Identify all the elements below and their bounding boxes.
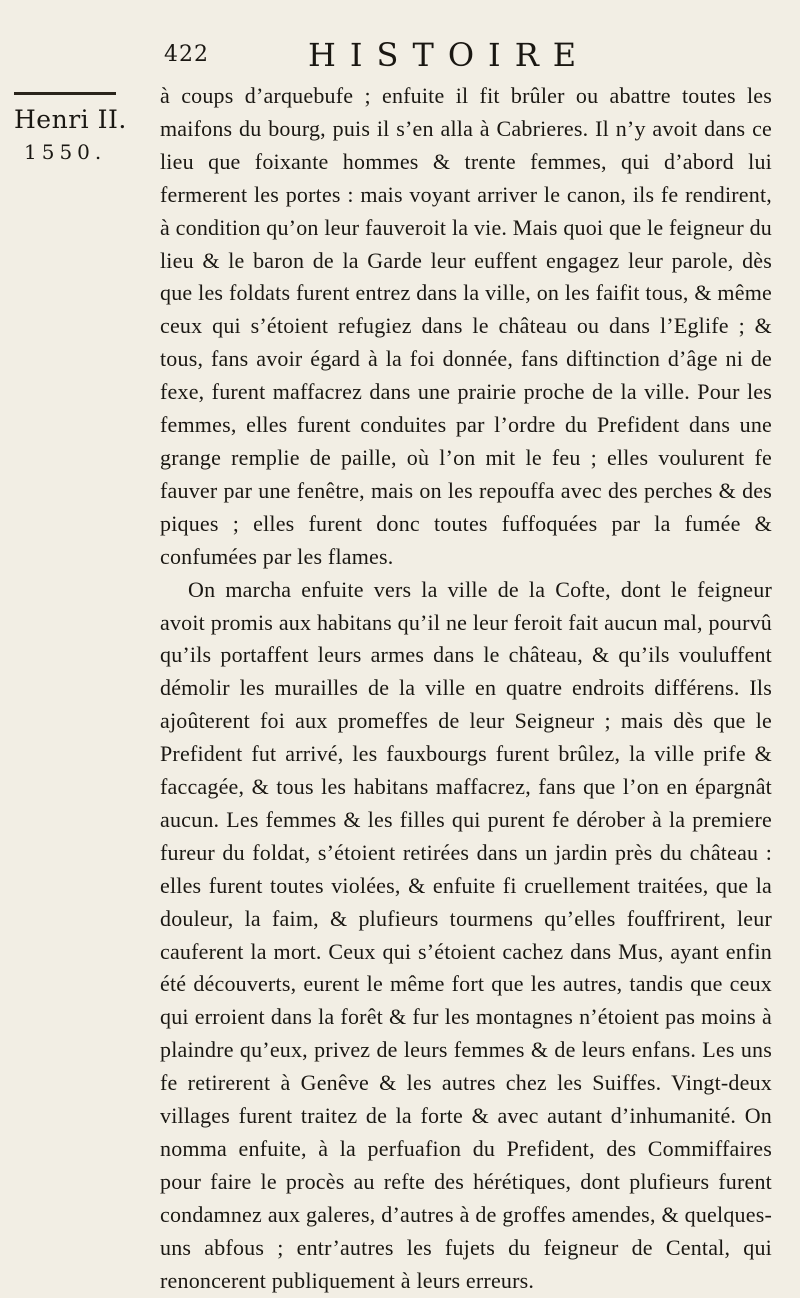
margin-note-name: Henri II. (14, 105, 127, 134)
paragraph-2: On marcha enfuite vers la ville de la Cofte, dont le feigneur avoit promis aux habitans qu’il ne leur feroit fait aucun mal, pourvû qu’ils portaffent leurs armes dans le château, & qu’ils vouluffent démolir les murailles de la ville en quatre endroits différens. Ils ajoûterent foi aux promeffes de leur Seigneur ; mais dès que le Prefident fut arrivé, les fauxbourgs furent brûlez, la ville prife & faccagée, & tous les habitans maffacrez, fans que l’on en épargnât aucun. Les femmes & les filles qui purent fe dérober à la premiere fureur du foldat, s’étoient retirées dans un jardin près du château : elles furent toutes violées, & enfuite fi cruellement traitées, que la douleur, la faim, & plufieurs tourmens qu’elles fouffrirent, leur cauferent la mort. Ceux qui s’étoient cachez dans Mus, ayant enfin été découverts, eurent le même fort que les autres, tandis que ceux qui erroient dans la forêt & fur les montagnes n’étoient pas moins à plaindre qu’eux, privez de leurs femmes & de leurs enfans. Les uns fe retirerent à Genêve & les autres chez les Suiffes. Vingt-deux villages furent traitez de la forte & avec autant d’inhumanité. On nomma enfuite, à la perfuafion du Prefident, des Commiffaires pour faire le procès au refte des hérétiques, dont plufieurs furent condamnez aux galeres, d’autres à de groffes amendes, & quelques-uns abfous ; entr’autres les fujets du feigneur de Cental, qui renoncerent publiquement à leurs erreurs. (160, 576, 772, 1293)
body-text (160, 80, 772, 1298)
running-head: HISTOIRE (308, 36, 591, 74)
paragraph-1: à coups d’arquebufe ; enfuite il fit brûler ou abattre toutes les maifons du bourg, puis il s’en alla à Cabrieres. Il n’y avoit dans ce lieu que foixante hommes & trente femmes, qui d’abord lui fermerent les portes : mais voyant arriver le canon, ils fe rendirent, à condition qu’on leur fauveroit la vie. Mais quoi que le feigneur du lieu & le baron de la Garde leur euffent engagez leur parole, dès que les foldats furent entrez dans la ville, on les faifit tous, & même ceux qui s’étoient refugiez dans le château ou dans l’Eglife ; & tous, fans avoir égard à la foi donnée, fans diftinction d’âge ni de fexe, furent maffacrez dans une prairie proche de la ville. Pour les femmes, elles furent conduites par l’ordre du Prefident dans une grange remplie de paille, où l’on mit le feu ; elles voulurent fe fauver par une fenêtre, mais on les repouffa avec des perches & des piques ; elles furent donc toutes fuffoquées par la fumée & confumées par les flames. (160, 83, 772, 569)
page-number: 422 (164, 42, 209, 67)
margin-rule (14, 92, 116, 95)
margin-note-year: 1550. (24, 140, 107, 164)
